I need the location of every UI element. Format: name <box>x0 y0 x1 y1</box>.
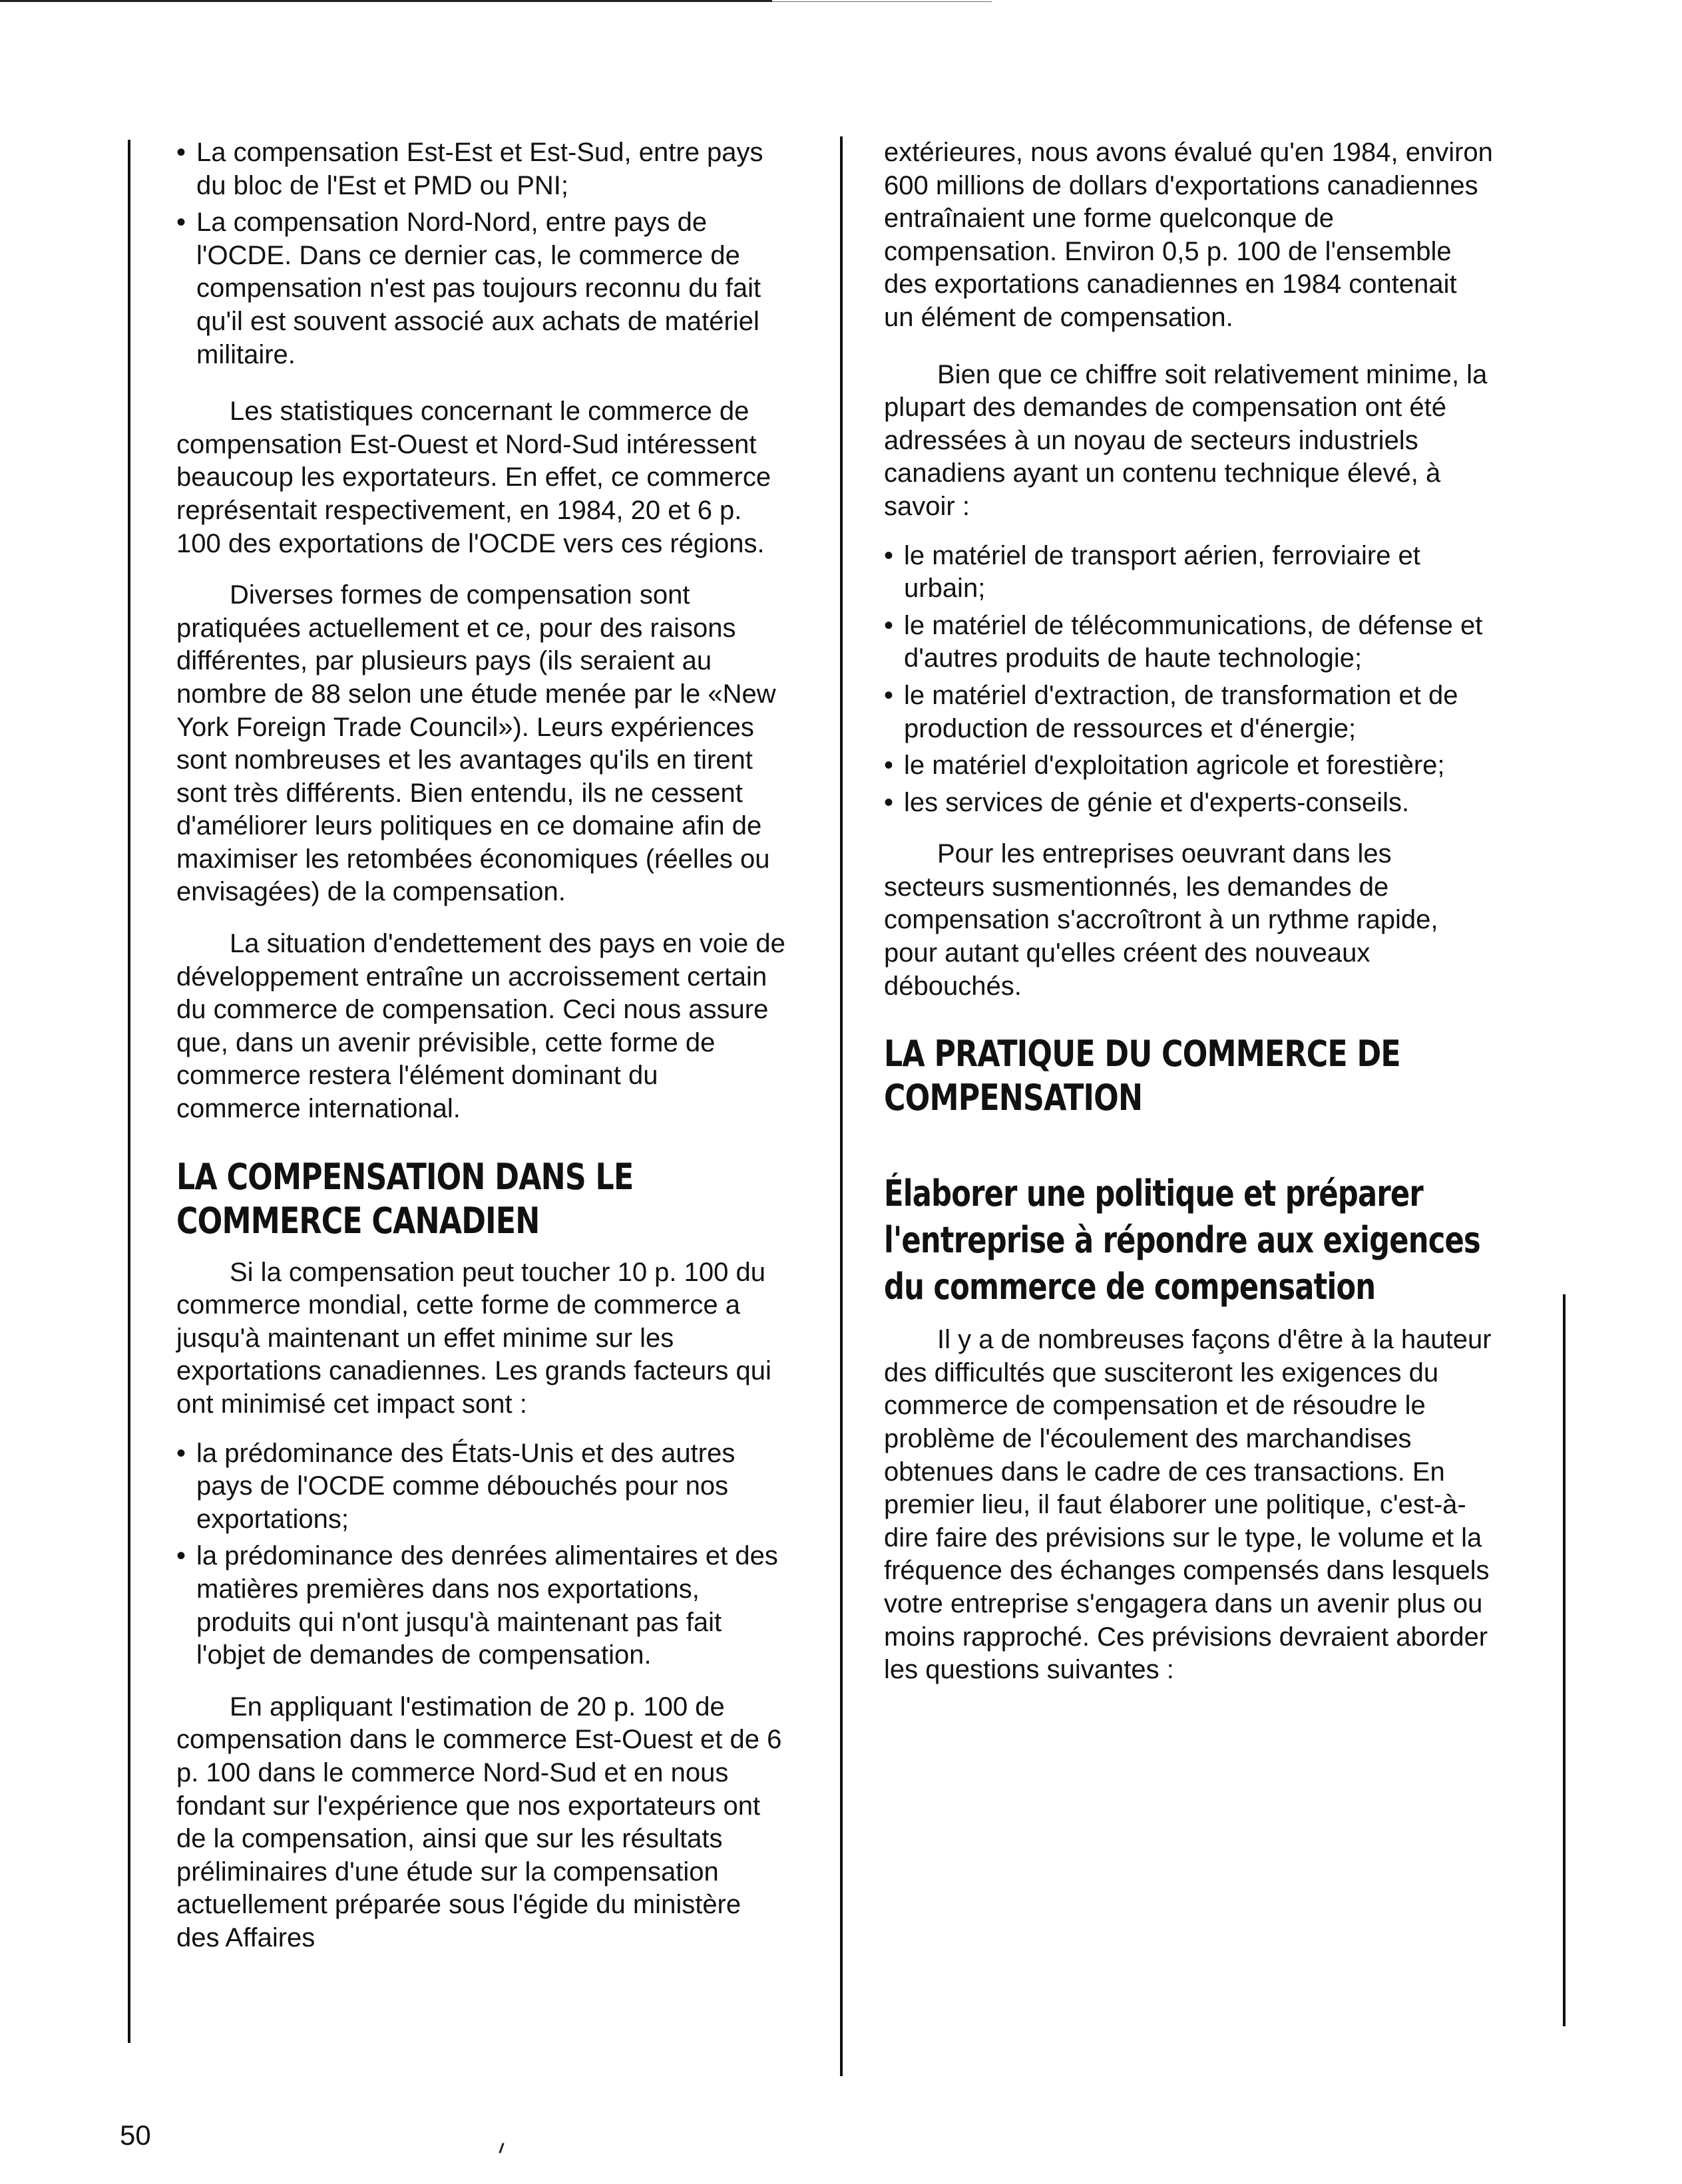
bullet-list-top <box>176 136 789 371</box>
paragraph: En appliquant l'estimation de 20 p. 100 de compensation dans le commerce Est-Ouest et de 6 p. 100 dans le commerce Nord-Sud et en nous fondant sur l'expérience que nos exportateurs ont de la compensation, ainsi que sur les résultats préliminaires d'une étude sur la compensation actuellement préparée sous l'égide du ministère des Affaires <box>176 1692 782 1952</box>
center-column-rule <box>840 136 843 2076</box>
list-item: • La compensation Est-Est et Est-Sud, entre pays du bloc de l'Est et PMD ou PNI; <box>176 136 789 202</box>
section-heading: LA PRATIQUE DU COMMERCE DE COMPENSATION <box>884 1033 1400 1119</box>
list-item: • La compensation Nord-Nord, entre pays de l'OCDE. Dans ce dernier cas, le commerce de compensation n'est pas toujours reconnu du fait qu'il est souvent associé aux achats de matériel militaire. <box>176 206 789 371</box>
right-column <box>884 136 1493 1687</box>
list-item: • le matériel d'exploitation agricole et forestière; <box>884 749 1493 783</box>
bullet-list-middle <box>176 1437 789 1672</box>
list-item: • les services de génie et d'experts-conseils. <box>884 787 1493 820</box>
page-number: 50 <box>120 2119 151 2151</box>
left-margin-rule <box>128 140 130 2043</box>
stray-mark <box>499 2143 504 2153</box>
top-edge-line <box>0 0 772 2</box>
subsection-heading: Élaborer une politique et préparer l'entreprise à répondre aux exigences du commerce de compensation <box>884 1173 1480 1308</box>
list-item: • la prédominance des denrées alimentaires et des matières premières dans nos exportations, produits qui n'ont jusqu'à maintenant pas fait l'objet de demandes de compensation. <box>176 1540 789 1672</box>
bullet-list <box>884 540 1493 820</box>
paragraph: Diverses formes de compensation sont pratiquées actuellement et ce, pour des raisons différentes, par plusieurs pays (ils seraient au nombre de 88 selon une étude menée par le «New York Foreign Trade Council»). Leurs expériences sont nombreuses et les avantages qu'ils en tirent sont très différents. Bien entendu, ils ne cessent d'améliorer leurs politiques en ce domaine afin de maximiser les retombées économiques (réelles ou envisagées) de la compensation. <box>176 580 776 907</box>
left-column <box>176 136 789 1955</box>
list-item: • le matériel de télécommunications, de défense et d'autres produits de haute technologie; <box>884 610 1493 675</box>
paragraph: Pour les entreprises oeuvrant dans les secteurs susmentionnés, les demandes de compensation s'accroîtront à un rythme rapide, pour autant qu'elles créent des nouveaux débouchés. <box>884 839 1438 1001</box>
section-heading: LA COMPENSATION DANS LE COMMERCE CANADIEN <box>176 1155 634 1242</box>
paragraph: Les statistiques concernant le commerce de compensation Est-Ouest et Nord-Sud intéressent beaucoup les exportateurs. En effet, ce commerce représentait respectivement, en 1984, 20 et 6 p. 100 des exportations de l'OCDE vers ces régions. <box>176 397 771 558</box>
paragraph: La situation d'endettement des pays en voie de développement entraîne un accroissement certain du commerce de compensation. Ceci nous assure que, dans un avenir prévisible, cette forme de commerce restera l'élément dominant du commerce international. <box>176 929 785 1124</box>
paragraph-continued: extérieures, nous avons évalué qu'en 1984, environ 600 millions de dollars d'exportations canadiennes entraînaient une forme quelconque de compensation. Environ 0,5 p. 100 de l'ensemble des exportations canadiennes en 1984 contenait un élément de compensation. <box>884 138 1493 332</box>
top-edge-line-faint <box>772 1 992 2</box>
list-item: • le matériel de transport aérien, ferroviaire et urbain; <box>884 540 1493 606</box>
paragraph: Si la compensation peut toucher 10 p. 100 du commerce mondial, cette forme de commerce a jusqu'à maintenant un effet minime sur les exportations canadiennes. Les grands facteurs qui ont minimisé cet impact sont : <box>176 1257 771 1419</box>
right-margin-rule <box>1563 1294 1566 2026</box>
list-item: • le matériel d'extraction, de transformation et de production de ressources et d'énergie; <box>884 679 1493 745</box>
paragraph: Bien que ce chiffre soit relativement minime, la plupart des demandes de compensation ont été adressées à un noyau de secteurs industriels canadiens ayant un contenu technique élevé, à savoir : <box>884 359 1488 521</box>
paragraph: Il y a de nombreuses façons d'être à la hauteur des difficultés que susciteront les exigences du commerce de compensation et de résoudre le problème de l'écoulement des marchandises obtenues dans le cadre de ces transactions. En premier lieu, il faut élaborer une politique, c'est-à-dire faire des prévisions sur le type, le volume et la fréquence des échanges compensés dans lesquels votre entreprise s'engagera dans un avenir plus ou moins rapproché. Ces prévisions devraient aborder les questions suivantes : <box>884 1325 1492 1685</box>
list-item: • la prédominance des États-Unis et des autres pays de l'OCDE comme débouchés pour nos exportations; <box>176 1437 789 1537</box>
